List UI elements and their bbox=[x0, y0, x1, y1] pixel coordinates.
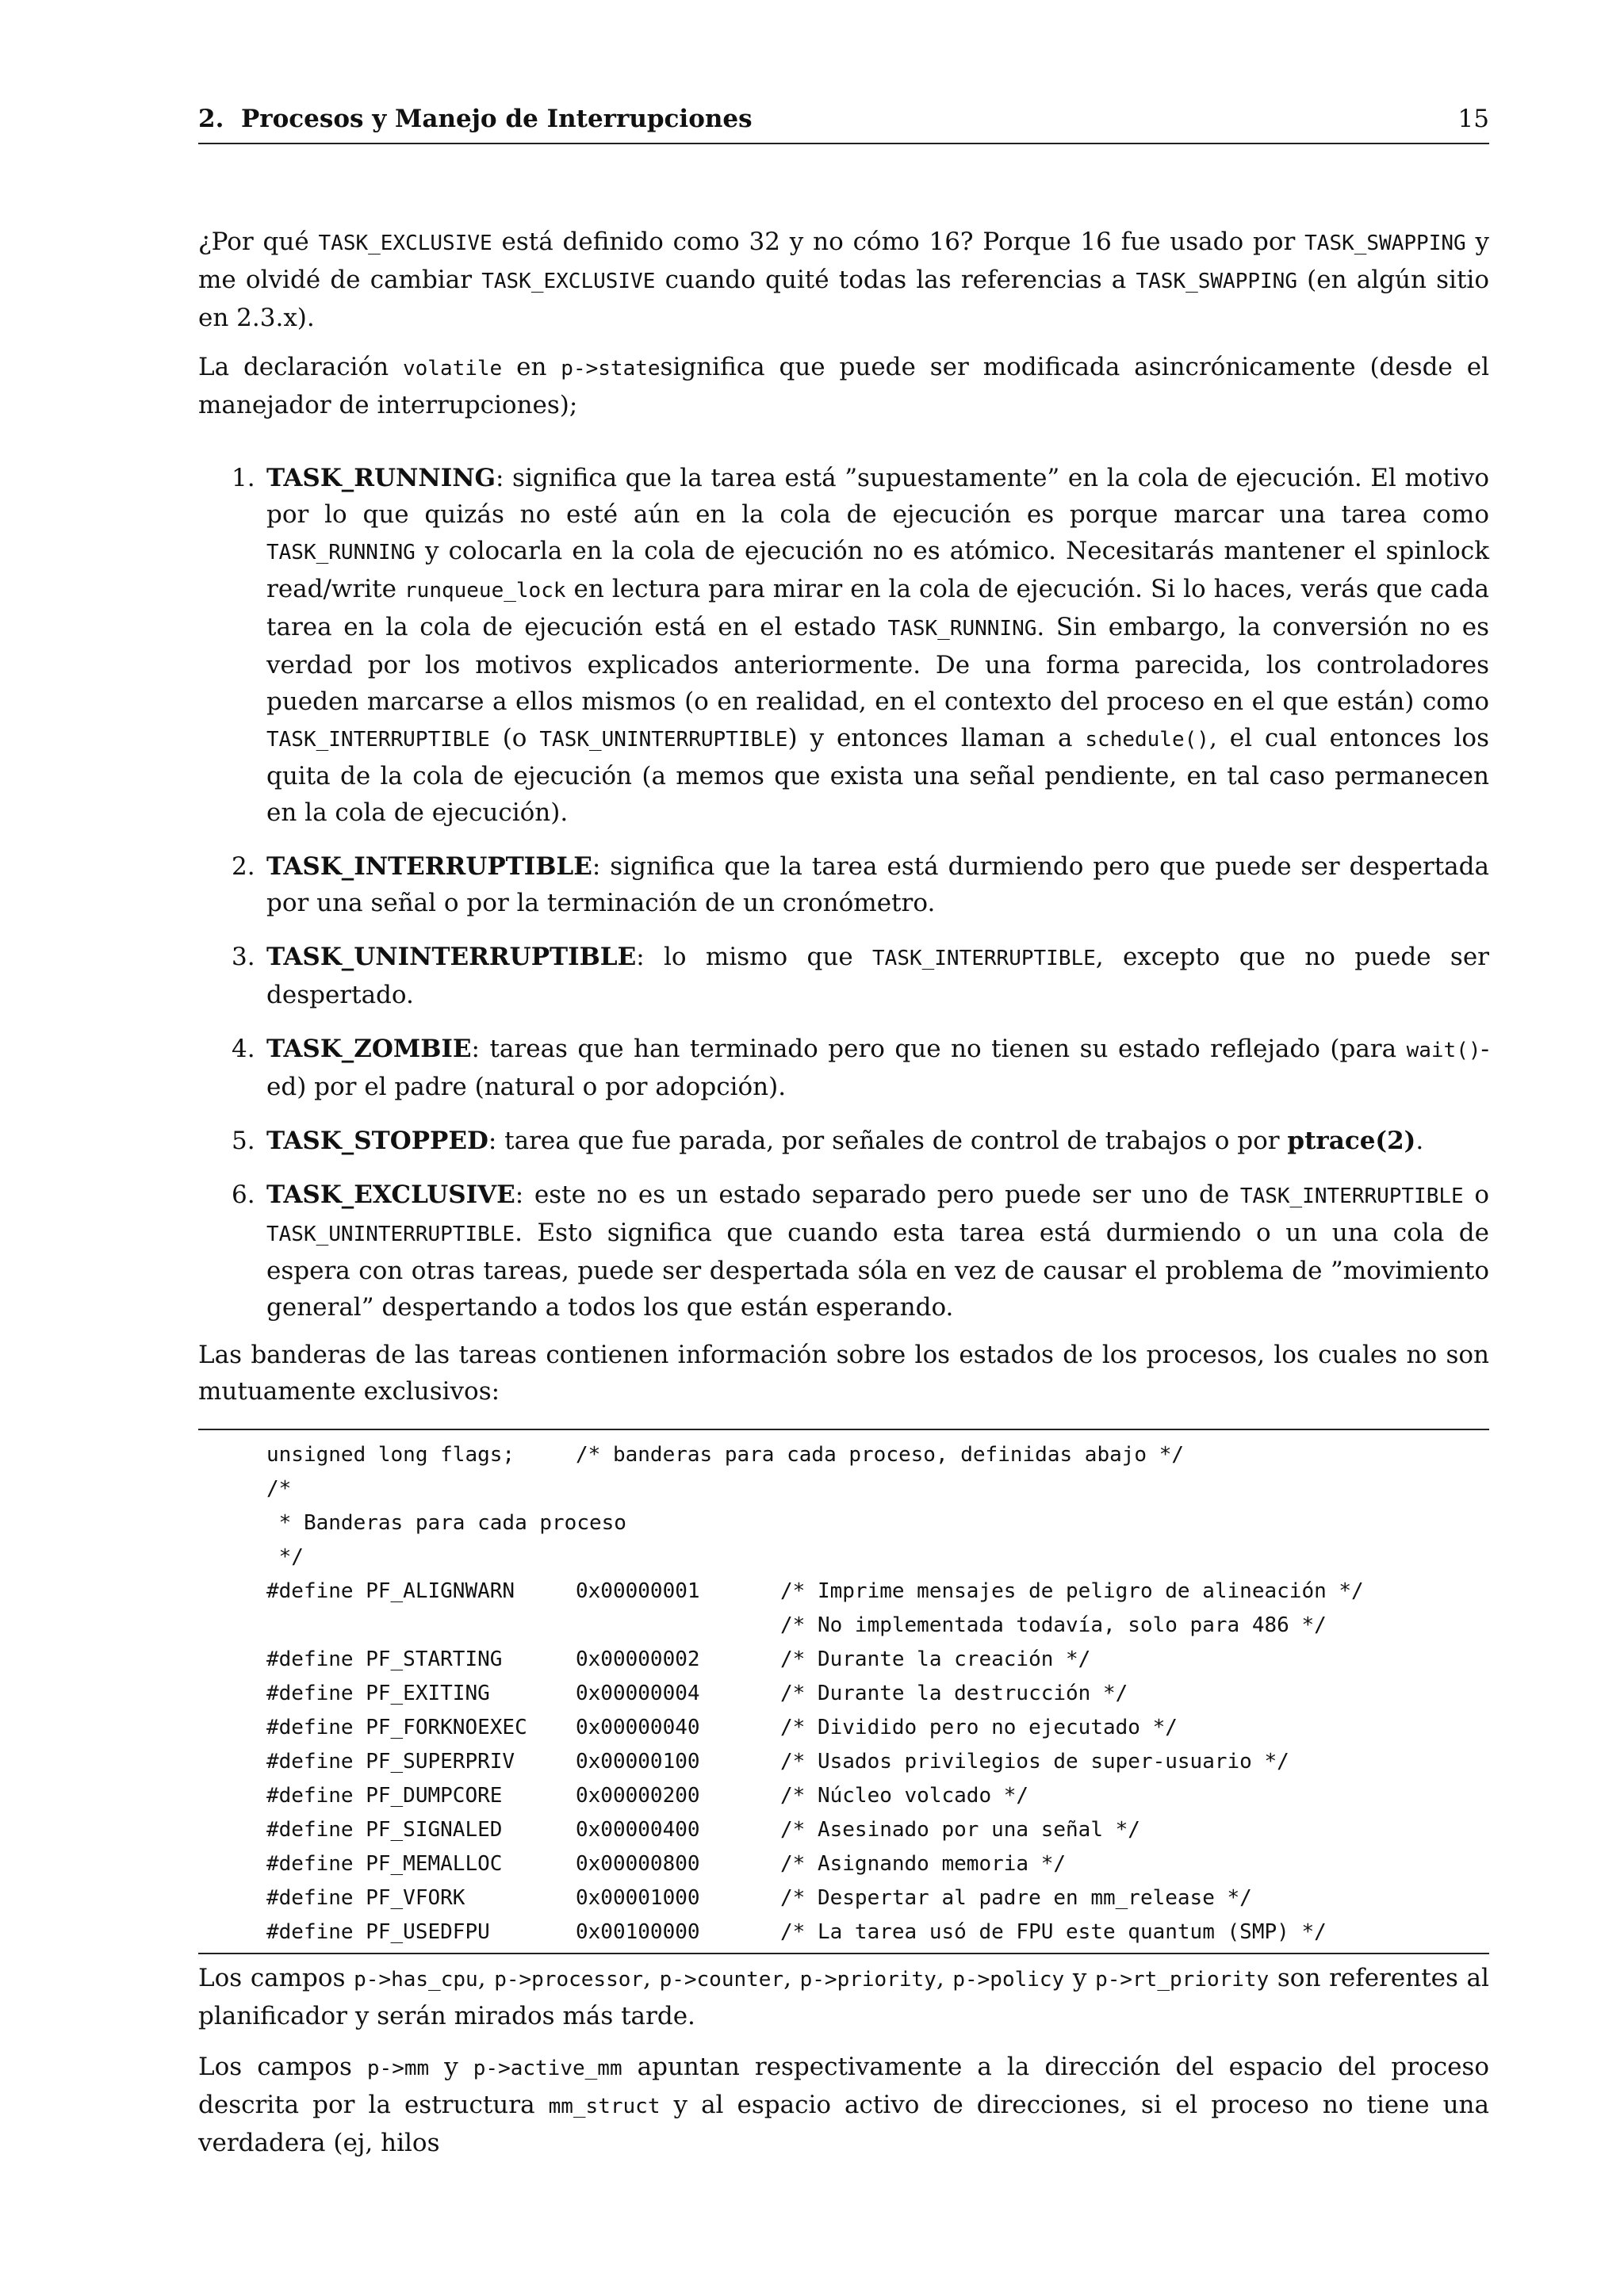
page-number: 15 bbox=[1457, 105, 1489, 133]
list-number: 6. bbox=[232, 1181, 255, 1209]
list-item bbox=[198, 848, 1489, 921]
define-name: #define PF_SIGNALED bbox=[266, 1818, 503, 1842]
code-line bbox=[198, 1438, 1489, 1472]
text: y bbox=[1064, 1964, 1096, 1992]
text: , bbox=[936, 1964, 953, 1992]
code-term: runqueue_lock bbox=[404, 579, 566, 603]
text: y me olvidé de cambiar bbox=[198, 228, 1489, 294]
list-item bbox=[198, 1177, 1489, 1326]
text: (en algún sitio en 2.3.x). bbox=[198, 266, 1490, 332]
text: . bbox=[1415, 1127, 1424, 1155]
code-define-line bbox=[198, 1915, 1489, 1950]
code-define-line bbox=[198, 1609, 1489, 1643]
code-define-line bbox=[198, 1813, 1489, 1847]
text: ) y entonces llaman a bbox=[787, 724, 1086, 752]
code-term: p->rt_priority bbox=[1095, 1968, 1270, 1992]
list-item bbox=[198, 1123, 1489, 1159]
define-comment: /* Asesinado por una señal */ bbox=[780, 1818, 1140, 1842]
define-comment: /* Usados privilegios de super-usuario */ bbox=[780, 1750, 1289, 1774]
code-term: TASK_SWAPPING bbox=[1304, 232, 1466, 255]
text: en lectura para mirar en la cola de ejecución. Si lo haces, verás que cada tarea en la cola de ejecución está en el estado bbox=[266, 575, 1489, 641]
text: : lo mismo que bbox=[636, 943, 873, 971]
list-item bbox=[198, 939, 1489, 1013]
define-value: 0x00100000 bbox=[576, 1920, 700, 1944]
text: , el cual entonces los quita de la cola de ejecución (a memos que exista una señal pendiente, en tal caso permanecen en la cola de ejecución). bbox=[266, 724, 1489, 827]
paragraph-scheduler-fields bbox=[198, 1960, 1489, 2034]
define-name: #define PF_MEMALLOC bbox=[266, 1852, 503, 1876]
define-comment: /* Núcleo volcado */ bbox=[780, 1784, 1029, 1808]
text: , bbox=[783, 1964, 800, 1992]
list-number: 3. bbox=[232, 943, 255, 971]
code-term: TASK_INTERRUPTIBLE bbox=[266, 728, 490, 752]
code-define-line bbox=[198, 1711, 1489, 1745]
text: , bbox=[477, 1964, 495, 1992]
define-value: 0x00000040 bbox=[576, 1716, 700, 1739]
text: : tarea que fue parada, por señales de control de trabajos o por bbox=[488, 1127, 1288, 1155]
code-define-line bbox=[198, 1881, 1489, 1915]
code-define-line bbox=[198, 1575, 1489, 1609]
code-term: TASK_UNINTERRUPTIBLE bbox=[266, 1223, 515, 1246]
code-term: TASK_RUNNING bbox=[887, 617, 1037, 641]
code-term: TASK_INTERRUPTIBLE bbox=[872, 947, 1096, 970]
code-term: p->priority bbox=[799, 1968, 936, 1992]
define-name: #define PF_USEDFPU bbox=[266, 1920, 490, 1944]
text: y al espacio activo de direcciones, si el proceso no tiene una verdadera (ej, hilos bbox=[198, 2091, 1489, 2157]
define-value: 0x00001000 bbox=[576, 1886, 700, 1910]
define-value: 0x00000400 bbox=[576, 1818, 700, 1842]
list-number: 5. bbox=[232, 1127, 255, 1155]
text: Los campos bbox=[198, 1964, 354, 1992]
text: o bbox=[1463, 1181, 1489, 1209]
list-number: 1. bbox=[232, 464, 255, 492]
text: y colocarla en la cola de ejecución no es atómico. Necesitarás mantener el spinlock read/write bbox=[266, 537, 1489, 603]
text: Los campos bbox=[198, 2053, 367, 2081]
code-define-line bbox=[198, 1847, 1489, 1881]
code-term: p->state bbox=[561, 357, 661, 381]
code-term: p->active_mm bbox=[473, 2057, 622, 2080]
define-comment: /* Durante la creación */ bbox=[780, 1647, 1091, 1671]
code-term: p->policy bbox=[952, 1968, 1065, 1992]
text: en bbox=[502, 353, 561, 381]
text: ¿Por qué bbox=[198, 228, 319, 256]
text: , excepto que no puede ser despertado. bbox=[266, 943, 1489, 1009]
code-define-line bbox=[198, 1745, 1489, 1779]
paragraph-task-exclusive-why bbox=[198, 224, 1489, 336]
text: La declaración bbox=[198, 353, 403, 381]
text: significa que puede ser modificada asincrónicamente (desde el manejador de interrupciones); bbox=[198, 353, 1489, 419]
define-value: 0x00000004 bbox=[576, 1682, 700, 1705]
list-item bbox=[198, 1031, 1489, 1105]
code-term: p->processor bbox=[494, 1968, 644, 1992]
paragraph-flags-intro: Las banderas de las tareas contienen información sobre los estados de los procesos, los cuales no son mutuamente exclusivos: bbox=[198, 1341, 1489, 1406]
text: son referentes al planificador y serán mirados más tarde. bbox=[198, 1964, 1489, 2030]
running-header bbox=[198, 105, 1489, 144]
code-term: p->counter bbox=[659, 1968, 784, 1992]
define-comment: /* La tarea usó de FPU este quantum (SMP) */ bbox=[780, 1920, 1327, 1944]
define-name: #define PF_SUPERPRIV bbox=[266, 1750, 515, 1774]
code-line: */ bbox=[266, 1545, 304, 1569]
text: está definido como 32 y no cómo 16? Porque 16 fue usado por bbox=[492, 228, 1305, 256]
text: (o bbox=[489, 724, 540, 752]
code-term: p->mm bbox=[366, 2057, 430, 2080]
chapter-title: 2. Procesos y Manejo de Interrupciones bbox=[198, 105, 753, 133]
code-term: volatile bbox=[402, 357, 503, 381]
text: : este no es un estado separado pero puede ser uno de bbox=[515, 1181, 1240, 1209]
code-term: p->has_cpu bbox=[354, 1968, 478, 1992]
define-name: #define PF_VFORK bbox=[266, 1886, 465, 1910]
code-term: TASK_SWAPPING bbox=[1136, 270, 1297, 293]
define-comment: /* Dividido pero no ejecutado */ bbox=[780, 1716, 1178, 1739]
paragraph-mm-fields bbox=[198, 2049, 1489, 2161]
code-term: TASK_EXCLUSIVE bbox=[318, 232, 492, 255]
text: y bbox=[429, 2053, 473, 2081]
define-name: #define PF_STARTING bbox=[266, 1647, 503, 1671]
code-declaration: unsigned long flags; bbox=[266, 1443, 515, 1467]
state-name: TASK_EXCLUSIVE bbox=[266, 1181, 515, 1209]
text: : significa que la tarea está durmiendo pero que puede ser despertada por una señal o por la terminación de un cronómetro. bbox=[266, 852, 1489, 917]
state-name: TASK_UNINTERRUPTIBLE bbox=[266, 943, 637, 971]
code-define-line bbox=[198, 1677, 1489, 1711]
state-name: TASK_STOPPED bbox=[266, 1127, 488, 1155]
define-value: 0x00000200 bbox=[576, 1784, 700, 1808]
code-term: mm_struct bbox=[548, 2095, 661, 2118]
code-term: wait() bbox=[1406, 1039, 1481, 1062]
code-term: TASK_RUNNING bbox=[266, 541, 416, 564]
code-comment: /* banderas para cada proceso, definidas abajo */ bbox=[576, 1443, 1185, 1467]
define-name: #define PF_ALIGNWARN bbox=[266, 1579, 515, 1603]
text: . Sin embargo, la conversión no es verdad por los motivos explicados anteriormente. De una forma parecida, los controladores pueden marcarse a ellos mismos (o en realidad, en el contexto del proceso en el que están) como bbox=[266, 613, 1489, 716]
define-comment: /* Imprime mensajes de peligro de alineación */ bbox=[780, 1579, 1364, 1603]
define-name: #define PF_DUMPCORE bbox=[266, 1784, 503, 1808]
define-value: 0x00000002 bbox=[576, 1647, 700, 1671]
text: -ed) por el padre (natural o por adopción). bbox=[266, 1035, 1489, 1101]
define-value: 0x00000100 bbox=[576, 1750, 700, 1774]
code-term: TASK_UNINTERRUPTIBLE bbox=[539, 728, 788, 752]
code-line: /* bbox=[266, 1477, 292, 1501]
list-number: 4. bbox=[232, 1035, 255, 1063]
text: , bbox=[643, 1964, 660, 1992]
state-name: TASK_ZOMBIE bbox=[266, 1035, 472, 1063]
define-comment: /* Despertar al padre en mm_release */ bbox=[780, 1886, 1252, 1910]
define-name: #define PF_EXITING bbox=[266, 1682, 490, 1705]
man-page-ref: ptrace(2) bbox=[1287, 1127, 1416, 1155]
state-name: TASK_RUNNING bbox=[266, 464, 496, 492]
define-comment: /* No implementada todavía, solo para 486 */ bbox=[780, 1613, 1327, 1637]
code-listing-flags bbox=[198, 1429, 1489, 1954]
text: : significa que la tarea está ”supuestamente” en la cola de ejecución. El motivo por lo que quizás no esté aún en la cola de ejecución es porque marcar una tarea como bbox=[266, 464, 1489, 529]
code-define-line bbox=[198, 1779, 1489, 1813]
code-term: TASK_EXCLUSIVE bbox=[481, 270, 656, 293]
text: cuando quité todas las referencias a bbox=[655, 266, 1136, 294]
text: apuntan respectivamente a la dirección del espacio del proceso descrita por la estructura bbox=[198, 2053, 1489, 2119]
define-comment: /* Durante la destrucción */ bbox=[780, 1682, 1128, 1705]
code-term: schedule() bbox=[1085, 728, 1209, 752]
define-name: #define PF_FORKNOEXEC bbox=[266, 1716, 527, 1739]
define-value: 0x00000001 bbox=[576, 1579, 700, 1603]
code-line: * Banderas para cada proceso bbox=[266, 1511, 626, 1535]
define-comment: /* Asignando memoria */ bbox=[780, 1852, 1067, 1876]
text: : tareas que han terminado pero que no tienen su estado reflejado (para bbox=[471, 1035, 1407, 1063]
list-item bbox=[198, 460, 1489, 831]
paragraph-volatile bbox=[198, 349, 1489, 423]
define-value: 0x00000800 bbox=[576, 1852, 700, 1876]
text: . Esto significa que cuando esta tarea está durmiendo o un una cola de espera con otras tareas, puede ser despertada sóla en vez de causar el problema de ”movimiento general” despertando a todos los que están esperando. bbox=[266, 1219, 1489, 1322]
code-define-line bbox=[198, 1643, 1489, 1677]
task-states-list bbox=[198, 460, 1489, 1343]
code-term: TASK_INTERRUPTIBLE bbox=[1239, 1184, 1464, 1208]
list-number: 2. bbox=[232, 852, 255, 881]
state-name: TASK_INTERRUPTIBLE bbox=[266, 852, 592, 881]
